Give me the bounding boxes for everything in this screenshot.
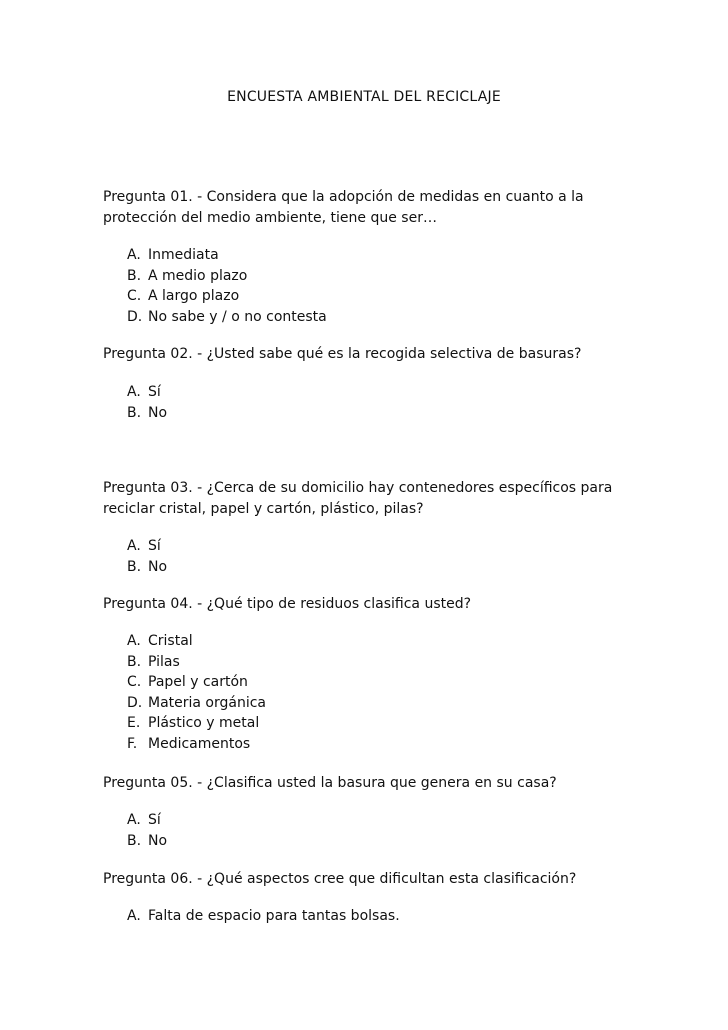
option-item xyxy=(127,652,266,673)
option-text: Sí xyxy=(148,384,161,400)
question-02-options xyxy=(127,382,167,423)
option-letter: A. xyxy=(127,247,141,263)
option-text: Materia orgánica xyxy=(148,694,267,711)
question-06-options xyxy=(127,906,400,927)
option-letter: A. xyxy=(127,633,141,649)
option-letter: D. xyxy=(127,308,143,325)
question-01-options xyxy=(127,245,327,327)
option-text: Pilas xyxy=(148,653,180,670)
option-text: Plástico y metal xyxy=(148,715,260,731)
option-text: Medicamentos xyxy=(148,735,251,752)
option-text: Sí xyxy=(148,812,161,828)
option-item xyxy=(127,266,327,287)
option-letter: A. xyxy=(127,908,141,924)
option-item xyxy=(127,906,400,927)
document-title: ENCUESTA AMBIENTAL DEL RECICLAJE xyxy=(227,89,501,105)
option-letter: E. xyxy=(127,715,141,731)
option-item xyxy=(127,307,327,328)
question-04-text: Pregunta 04. - ¿Qué tipo de residuos clasifica usted? xyxy=(103,596,472,612)
option-text: Cristal xyxy=(148,633,193,649)
option-item xyxy=(127,286,327,307)
option-text: Papel y cartón xyxy=(148,674,248,690)
option-letter: B. xyxy=(127,832,142,849)
question-05-text: Pregunta 05. - ¿Clasifica usted la basura que genera en su casa? xyxy=(103,775,557,791)
option-item xyxy=(127,672,266,693)
option-text: No xyxy=(148,404,168,421)
option-text: No xyxy=(148,558,168,575)
option-letter: A. xyxy=(127,538,141,554)
option-item xyxy=(127,403,167,424)
question-03-text: Pregunta 03. - ¿Cerca de su domicilio hay contenedores específicos para reciclar cristal, papel y cartón, plástico, pilas? xyxy=(103,480,613,517)
option-letter: B. xyxy=(127,267,142,284)
question-01-text: Pregunta 01. - Considera que la adopción de medidas en cuanto a la protección del medio ambiente, tiene que ser… xyxy=(103,189,584,226)
option-item xyxy=(127,810,167,831)
option-item xyxy=(127,734,266,755)
option-item xyxy=(127,245,327,266)
question-02-text: Pregunta 02. - ¿Usted sabe qué es la recogida selectiva de basuras? xyxy=(103,346,582,362)
option-text: Falta de espacio para tantas bolsas. xyxy=(148,908,400,924)
option-item xyxy=(127,631,266,652)
question-05-options xyxy=(127,810,167,851)
option-letter: C. xyxy=(127,288,142,304)
option-letter: B. xyxy=(127,404,142,421)
question-06-text: Pregunta 06. - ¿Qué aspectos cree que dificultan esta clasificación? xyxy=(103,871,577,887)
option-item xyxy=(127,713,266,734)
option-item xyxy=(127,382,167,403)
option-item xyxy=(127,557,167,578)
option-text: A medio plazo xyxy=(148,267,248,284)
option-item xyxy=(127,693,266,714)
option-letter: A. xyxy=(127,384,141,400)
question-04-options xyxy=(127,631,266,754)
option-letter: A. xyxy=(127,812,141,828)
option-letter: C. xyxy=(127,674,142,690)
option-text: No sabe y / o no contesta xyxy=(148,308,327,325)
question-03-options xyxy=(127,536,167,577)
option-text: Inmediata xyxy=(148,247,219,263)
option-text: Sí xyxy=(148,538,161,554)
option-letter: F. xyxy=(127,735,138,752)
option-letter: B. xyxy=(127,653,142,670)
option-text: No xyxy=(148,832,168,849)
option-text: A largo plazo xyxy=(148,288,240,304)
option-letter: D. xyxy=(127,694,143,711)
option-letter: B. xyxy=(127,558,142,575)
option-item xyxy=(127,831,167,852)
option-item xyxy=(127,536,167,557)
